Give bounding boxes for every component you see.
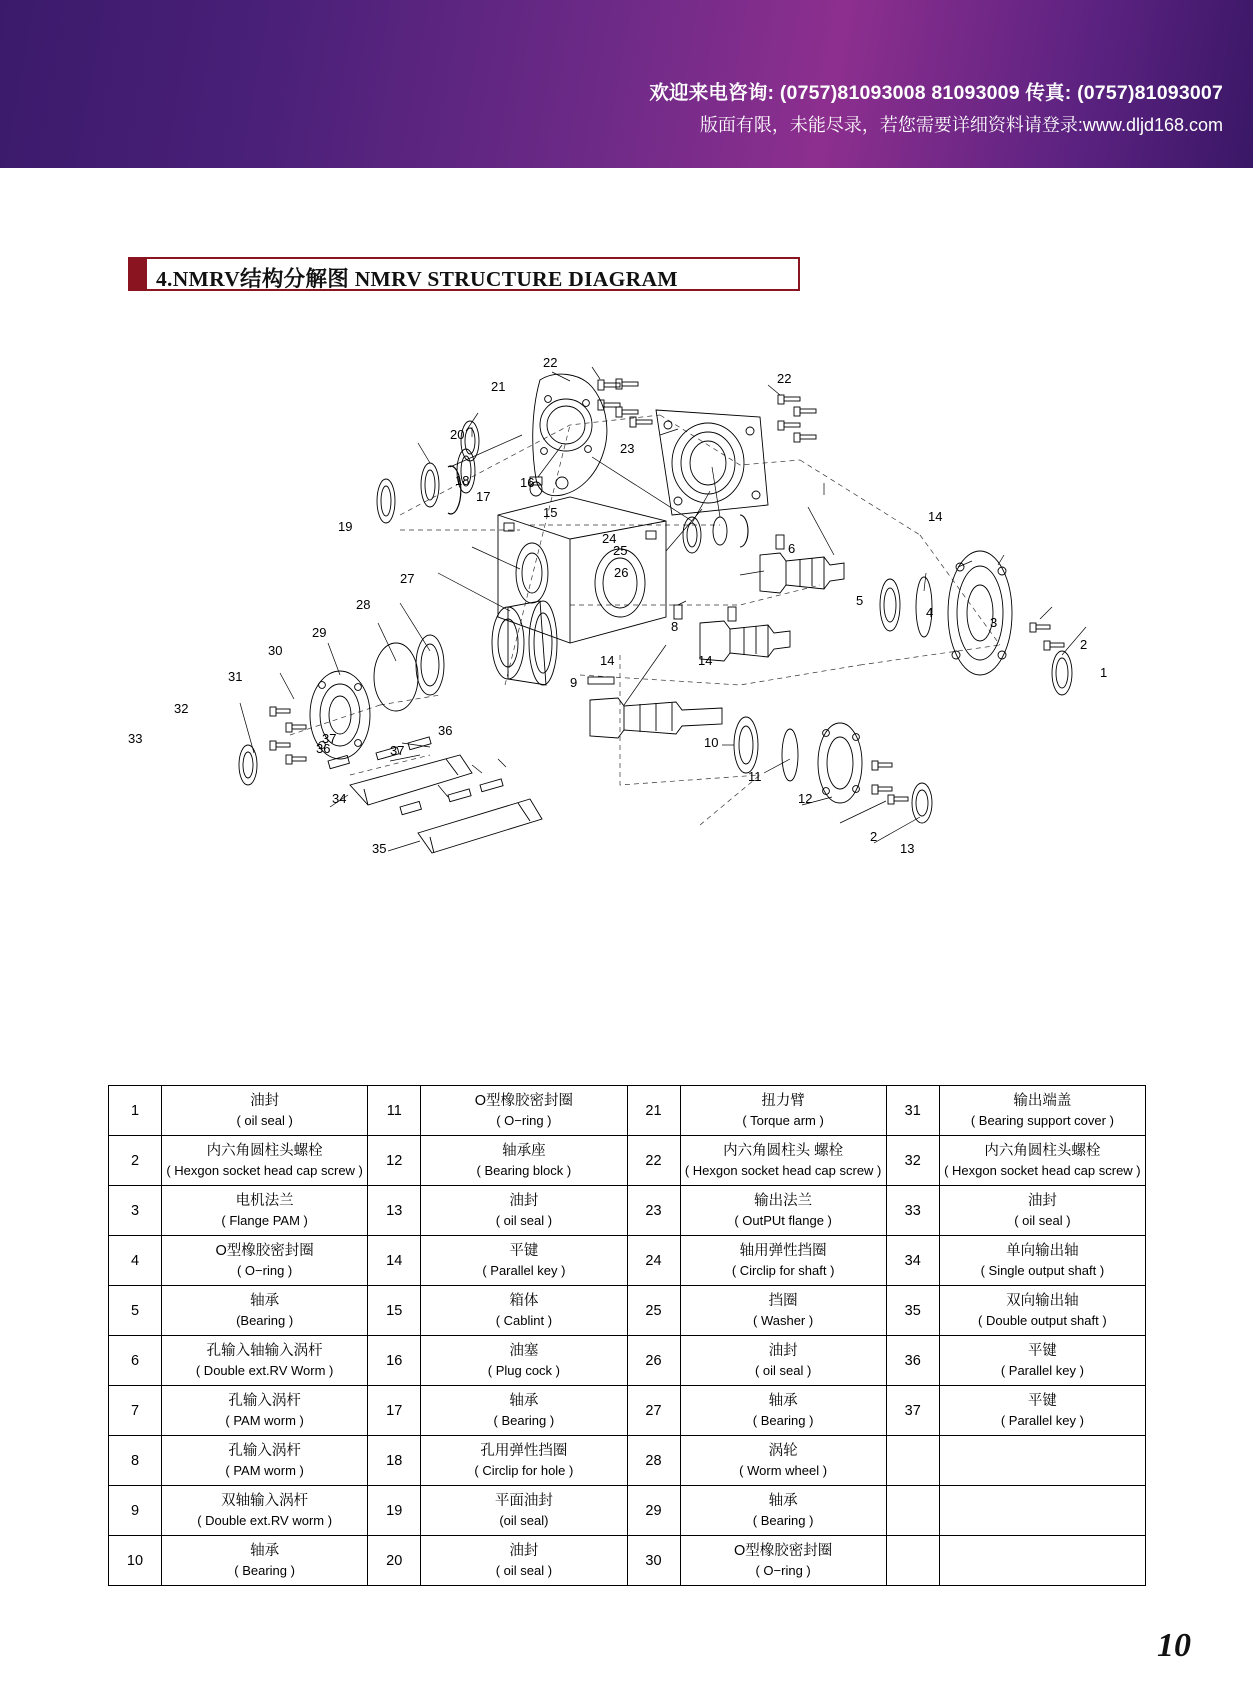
part-name <box>680 1536 886 1586</box>
part-name <box>421 1536 627 1586</box>
svg-text:24: 24 <box>602 531 617 546</box>
page-number: 10 <box>1157 1627 1191 1664</box>
part-name-en: ( oil seal ) <box>1014 1212 1071 1228</box>
svg-text:2: 2 <box>870 829 878 844</box>
part-number: 37 <box>886 1386 939 1436</box>
part-name-en: ( Double ext.RV worm ) <box>197 1512 333 1528</box>
part-name-en: ( O−ring ) <box>236 1262 293 1278</box>
svg-text:26: 26 <box>614 565 629 580</box>
part-name <box>421 1086 627 1136</box>
part-name-cn: 油封 <box>509 1192 539 1209</box>
part-name-en: ( Plug cock ) <box>487 1362 560 1378</box>
part-name-cn: 输出法兰 <box>754 1192 813 1209</box>
table-row <box>109 1236 1146 1286</box>
part-name <box>162 1386 368 1436</box>
part-name <box>680 1286 886 1336</box>
part-name <box>939 1386 1145 1436</box>
svg-text:17: 17 <box>476 489 491 504</box>
part-name <box>162 1136 368 1186</box>
part-name <box>162 1086 368 1136</box>
part-name <box>680 1236 886 1286</box>
empty-number-cell <box>886 1536 939 1586</box>
part-name-en: ( Double output shaft ) <box>978 1312 1107 1328</box>
part-name-cn: 电机法兰 <box>235 1192 294 1209</box>
part-name-en: ( Bearing ) <box>752 1512 814 1528</box>
part-name-en: ( Parallel key ) <box>482 1262 566 1278</box>
part-name <box>939 1286 1145 1336</box>
part-number: 15 <box>368 1286 421 1336</box>
part-name-en: (oil seal) <box>499 1512 549 1528</box>
part-name-cn: 轴承 <box>768 1392 798 1409</box>
part-name <box>939 1336 1145 1386</box>
part-name <box>421 1236 627 1286</box>
part-name-en: ( oil seal ) <box>495 1562 553 1578</box>
part-name-cn: 内六角圆柱头螺栓 <box>984 1142 1101 1159</box>
svg-text:33: 33 <box>128 731 143 746</box>
part-name-en: ( O−ring ) <box>496 1112 552 1128</box>
part-number: 6 <box>109 1336 162 1386</box>
svg-text:8: 8 <box>671 619 679 634</box>
svg-text:22: 22 <box>543 355 558 370</box>
part-name-en: ( Bearing block ) <box>476 1162 572 1178</box>
part-name <box>680 1436 886 1486</box>
table-row <box>109 1386 1146 1436</box>
part-name-cn: 轴承 <box>509 1392 539 1409</box>
table-row <box>109 1186 1146 1236</box>
svg-text:20: 20 <box>450 427 465 442</box>
svg-text:14: 14 <box>928 509 943 524</box>
part-name <box>162 1336 368 1386</box>
part-number: 18 <box>368 1436 421 1486</box>
part-name-cn: 箱体 <box>509 1292 539 1309</box>
part-name-cn: 轴承 <box>250 1292 280 1309</box>
header-contact-block <box>649 78 1223 140</box>
svg-text:30: 30 <box>268 643 283 658</box>
part-number: 5 <box>109 1286 162 1336</box>
part-name <box>421 1336 627 1386</box>
part-name-cn: O型橡胶密封圈 <box>733 1542 833 1559</box>
empty-name-cell <box>939 1536 1145 1586</box>
part-name-en: ( Single output shaft ) <box>980 1262 1105 1278</box>
part-number: 22 <box>627 1136 680 1186</box>
part-name-cn: 平面油封 <box>494 1492 553 1509</box>
part-name <box>421 1436 627 1486</box>
part-name-cn: 孔用弹性挡圈 <box>480 1442 568 1459</box>
header-website-line: 版面有限，未能尽录，若您需要详细资料请登录:www.dljd168.com <box>699 115 1223 136</box>
svg-text:6: 6 <box>788 541 796 556</box>
part-number: 32 <box>886 1136 939 1186</box>
part-name-cn: 油封 <box>509 1542 539 1559</box>
part-name <box>939 1136 1145 1186</box>
section-title-box <box>128 257 800 291</box>
svg-text:32: 32 <box>174 701 189 716</box>
page-title: 4.NMRV结构分解图 NMRV STRUCTURE DIAGRAM <box>156 267 678 291</box>
parts-list-table <box>108 1085 1146 1586</box>
svg-text:13: 13 <box>900 841 915 856</box>
part-name-cn: 涡轮 <box>768 1442 798 1459</box>
part-name-en: ( Bearing support cover ) <box>970 1112 1114 1128</box>
part-name-cn: 油封 <box>768 1342 798 1359</box>
part-name-en: ( PAM worm ) <box>225 1412 304 1428</box>
part-number: 20 <box>368 1536 421 1586</box>
part-number: 16 <box>368 1336 421 1386</box>
svg-text:10: 10 <box>704 735 719 750</box>
part-name <box>421 1286 627 1336</box>
part-number: 2 <box>109 1136 162 1186</box>
svg-text:23: 23 <box>620 441 635 456</box>
part-name-cn: 孔输入涡杆 <box>228 1392 301 1409</box>
part-name <box>939 1236 1145 1286</box>
part-number: 29 <box>627 1486 680 1536</box>
svg-text:3: 3 <box>990 615 998 630</box>
header-phone-line: 欢迎来电咨询: (0757)81093008 81093009 传真: (0757)81093007 <box>649 82 1223 104</box>
part-name-cn: 轴承 <box>250 1542 280 1559</box>
part-name-en: ( PAM worm ) <box>225 1462 304 1478</box>
part-name-cn: 油塞 <box>509 1342 539 1359</box>
part-name-cn: 油封 <box>1027 1192 1057 1209</box>
part-name-en: ( oil seal ) <box>236 1112 293 1128</box>
part-name-en: ( Circlip for shaft ) <box>731 1262 835 1278</box>
page-header <box>0 0 1253 168</box>
part-number: 36 <box>886 1336 939 1386</box>
part-name <box>421 1386 627 1436</box>
part-name <box>680 1336 886 1386</box>
part-number: 3 <box>109 1186 162 1236</box>
svg-text:25: 25 <box>613 543 628 558</box>
part-number: 26 <box>627 1336 680 1386</box>
svg-text:37: 37 <box>322 731 337 746</box>
svg-text:14: 14 <box>600 653 615 668</box>
svg-text:18: 18 <box>455 473 470 488</box>
table-row <box>109 1086 1146 1136</box>
part-number: 31 <box>886 1086 939 1136</box>
part-number: 10 <box>109 1536 162 1586</box>
part-name <box>680 1386 886 1436</box>
part-name-en: ( Washer ) <box>753 1312 814 1328</box>
part-number: 7 <box>109 1386 162 1436</box>
part-number: 4 <box>109 1236 162 1286</box>
part-name-cn: 内六角圆柱头螺栓 <box>206 1142 323 1159</box>
svg-text:11: 11 <box>748 769 762 784</box>
part-name-cn: 平键 <box>1027 1392 1057 1409</box>
part-name-en: ( Parallel key ) <box>1000 1412 1084 1428</box>
svg-text:15: 15 <box>543 505 558 520</box>
part-name-en: ( Circlip for hole ) <box>474 1462 574 1478</box>
part-name-en: ( Hexgon socket head cap screw ) <box>166 1162 363 1178</box>
part-name-en: ( Cablint ) <box>495 1312 553 1328</box>
part-name <box>680 1136 886 1186</box>
svg-text:35: 35 <box>372 841 387 856</box>
part-name-cn: 轴承座 <box>502 1142 546 1159</box>
part-name <box>421 1486 627 1536</box>
part-number: 34 <box>886 1236 939 1286</box>
svg-text:36: 36 <box>316 741 331 756</box>
part-name-en: ( oil seal ) <box>754 1362 812 1378</box>
empty-number-cell <box>886 1436 939 1486</box>
part-name-en: ( Torque arm ) <box>742 1112 824 1128</box>
svg-text:1: 1 <box>1100 665 1108 680</box>
part-name-en: ( Parallel key ) <box>1000 1362 1084 1378</box>
part-number: 35 <box>886 1286 939 1336</box>
empty-number-cell <box>886 1486 939 1536</box>
part-name-en: ( Hexgon socket head cap screw ) <box>944 1162 1141 1178</box>
part-number: 23 <box>627 1186 680 1236</box>
part-name-en: ( Bearing ) <box>234 1562 295 1578</box>
part-name-en: ( Bearing ) <box>493 1412 555 1428</box>
part-number: 17 <box>368 1386 421 1436</box>
part-name-en: ( O−ring ) <box>755 1562 811 1578</box>
part-name-cn: 挡圈 <box>768 1292 798 1309</box>
part-name <box>939 1086 1145 1136</box>
part-number: 12 <box>368 1136 421 1186</box>
part-name <box>421 1136 627 1186</box>
part-name-cn: 平键 <box>1027 1342 1057 1359</box>
part-number: 8 <box>109 1436 162 1486</box>
table-row <box>109 1136 1146 1186</box>
svg-text:19: 19 <box>338 519 353 534</box>
part-name <box>939 1186 1145 1236</box>
part-name <box>680 1486 886 1536</box>
part-name-cn: 单向输出轴 <box>1006 1242 1079 1259</box>
part-name <box>162 1186 368 1236</box>
part-name <box>421 1186 627 1236</box>
svg-text:29: 29 <box>312 625 327 640</box>
part-name-cn: 孔输入轴输入涡杆 <box>206 1342 323 1359</box>
part-number: 21 <box>627 1086 680 1136</box>
part-number: 9 <box>109 1486 162 1536</box>
part-name <box>162 1486 368 1536</box>
svg-text:22: 22 <box>777 371 792 386</box>
parts-table-body <box>109 1086 1146 1586</box>
part-number: 1 <box>109 1086 162 1136</box>
part-number: 19 <box>368 1486 421 1536</box>
svg-text:27: 27 <box>400 571 415 586</box>
part-name-en: (Bearing ) <box>236 1312 294 1328</box>
svg-text:2: 2 <box>1080 637 1088 652</box>
title-accent-bar <box>130 259 147 289</box>
part-name <box>680 1086 886 1136</box>
table-row <box>109 1436 1146 1486</box>
part-name-cn: 双轴输入涡杆 <box>221 1492 309 1509</box>
svg-text:37: 37 <box>390 743 405 758</box>
part-name-cn: 轴承 <box>768 1492 798 1509</box>
part-name <box>162 1436 368 1486</box>
part-number: 13 <box>368 1186 421 1236</box>
nmrv-structure-diagram <box>100 355 1160 955</box>
svg-text:21: 21 <box>491 379 506 394</box>
empty-name-cell <box>939 1436 1145 1486</box>
part-name-cn: 油封 <box>250 1092 280 1109</box>
svg-text:4: 4 <box>926 605 934 620</box>
part-name-en: ( Hexgon socket head cap screw ) <box>684 1162 882 1178</box>
part-name-cn: O型橡胶密封圈 <box>474 1092 574 1109</box>
part-number: 11 <box>368 1086 421 1136</box>
part-name <box>162 1286 368 1336</box>
part-name-en: ( OutPUt flange ) <box>734 1212 832 1228</box>
svg-text:28: 28 <box>356 597 371 612</box>
part-name-en: ( Bearing ) <box>752 1412 814 1428</box>
svg-text:36: 36 <box>438 723 453 738</box>
part-number: 24 <box>627 1236 680 1286</box>
part-name-cn: 双向输出轴 <box>1006 1292 1079 1309</box>
part-name <box>680 1186 886 1236</box>
table-row <box>109 1286 1146 1336</box>
part-name <box>162 1236 368 1286</box>
part-name-en: ( Worm wheel ) <box>739 1462 828 1478</box>
table-row <box>109 1336 1146 1386</box>
part-name-cn: 扭力臂 <box>761 1092 805 1109</box>
part-name-en: ( Flange PAM ) <box>221 1212 308 1228</box>
part-name-cn: 轴用弹性挡圈 <box>739 1242 827 1259</box>
part-number: 25 <box>627 1286 680 1336</box>
empty-name-cell <box>939 1486 1145 1536</box>
part-name-cn: 平键 <box>509 1242 539 1259</box>
part-name-cn: 内六角圆柱头 螺栓 <box>723 1142 844 1159</box>
part-number: 14 <box>368 1236 421 1286</box>
part-name <box>162 1536 368 1586</box>
exploded-view-drawing <box>100 355 1160 955</box>
part-name-en: ( oil seal ) <box>495 1212 553 1228</box>
table-row <box>109 1486 1146 1536</box>
svg-text:12: 12 <box>798 791 813 806</box>
part-name-en: ( Double ext.RV Worm ) <box>195 1362 334 1378</box>
part-name-cn: 孔输入涡杆 <box>228 1442 301 1459</box>
svg-text:14: 14 <box>698 653 713 668</box>
svg-text:16: 16 <box>520 475 535 490</box>
part-number: 28 <box>627 1436 680 1486</box>
table-row <box>109 1536 1146 1586</box>
svg-text:31: 31 <box>228 669 243 684</box>
part-number: 33 <box>886 1186 939 1236</box>
svg-text:34: 34 <box>332 791 347 806</box>
svg-text:5: 5 <box>856 593 864 608</box>
part-name-cn: O型橡胶密封圈 <box>215 1242 314 1259</box>
part-number: 30 <box>627 1536 680 1586</box>
part-number: 27 <box>627 1386 680 1436</box>
svg-text:9: 9 <box>570 675 578 690</box>
part-name-cn: 输出端盖 <box>1013 1092 1072 1109</box>
